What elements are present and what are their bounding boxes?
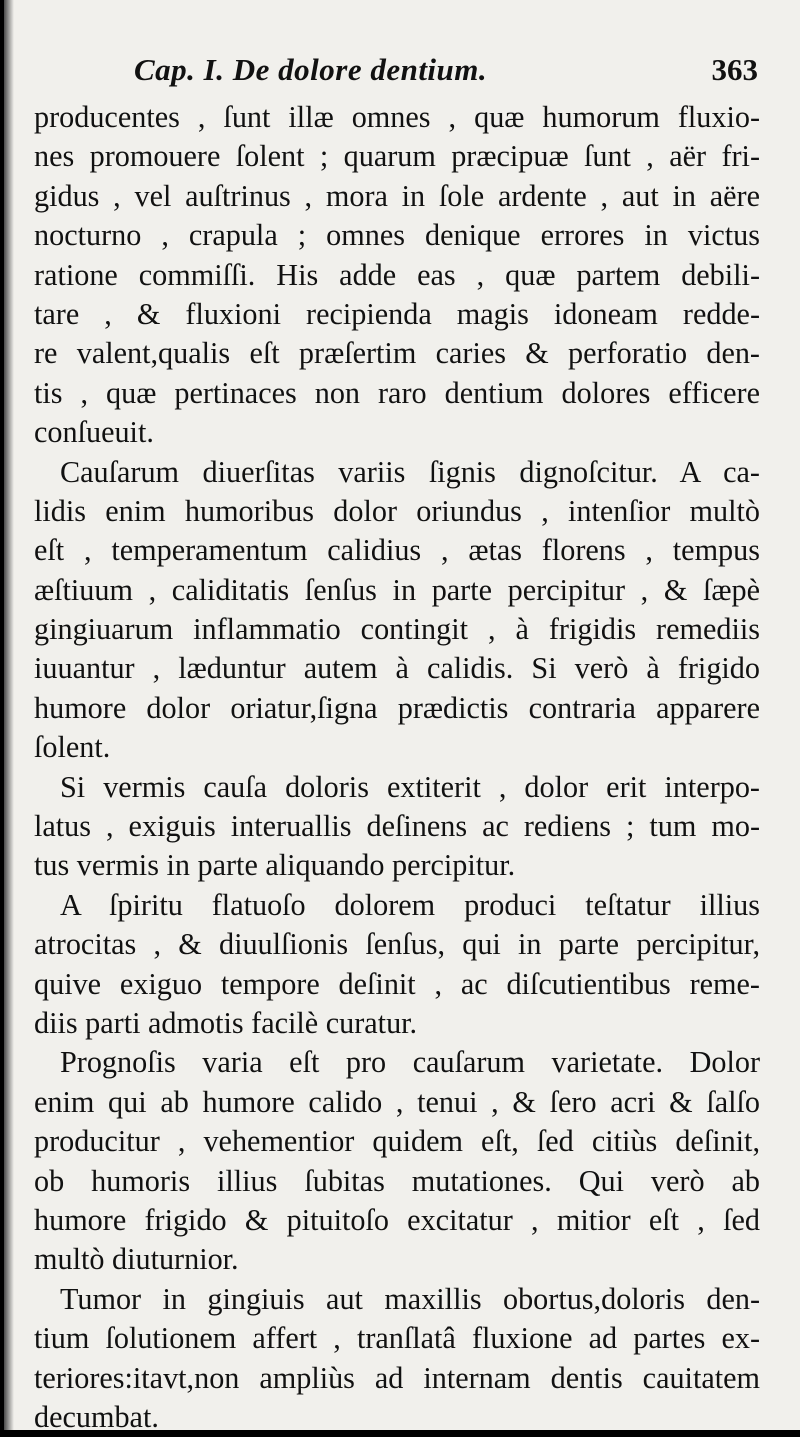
text-line: tus vermis in parte aliquando percipitur. <box>34 848 516 883</box>
text-line: producentes , ſunt illæ omnes , quæ humorum fluxio- <box>34 100 760 134</box>
text-line: ratione commiſſi. His adde eas , quæ partem debili- <box>34 257 760 292</box>
text-line: ob humoris illius ſubitas mutationes. Qui verò ab <box>34 1163 760 1198</box>
text-line: tium ſolutionem affert , tranſlatâ fluxione ad partes ex- <box>34 1321 760 1356</box>
text-line: gidus , vel auſtrinus , mora in ſole ardente , aut in aëre <box>34 178 760 213</box>
text-line: conſueuit. <box>34 415 154 450</box>
text-line: Cauſarum diuerſitas variis ſignis dignoſcitur. A ca- <box>60 454 760 489</box>
text-line: multò diuturnior. <box>34 1242 239 1277</box>
paragraph <box>34 98 760 453</box>
paragraph <box>34 886 760 1044</box>
text-line: iuuantur , læduntur autem à calidis. Si verò à frigido <box>34 651 760 686</box>
text-line: latus , exiguis interuallis deſinens ac rediens ; tum mo- <box>34 809 760 844</box>
text-line: enim qui ab humore calido , tenui , & ſero acri & ſalſo <box>34 1084 760 1119</box>
text-line: æſtiuum , caliditatis ſenſus in parte percipitur , & ſæpè <box>34 572 760 607</box>
text-line: teriores:itavt,non ampliùs ad internam dentis cauitatem <box>34 1360 760 1395</box>
text-line: re valent,qualis eſt præſertim caries & perforatio den- <box>34 336 760 371</box>
body-text <box>34 98 760 1437</box>
paragraph <box>34 453 760 768</box>
running-head <box>34 52 760 98</box>
text-line: nocturno , crapula ; omnes denique errores in victus <box>34 218 760 253</box>
book-page <box>4 0 800 1434</box>
text-line: Tumor in gingiuis aut maxillis obortus,doloris den- <box>60 1281 760 1316</box>
text-line: Si vermis cauſa doloris extiterit , dolor erit interpo- <box>60 769 760 804</box>
paragraph <box>34 1280 760 1437</box>
text-line: decumbat. <box>34 1399 159 1434</box>
paragraph <box>34 768 760 886</box>
text-line: quive exiguo tempore deſinit , ac diſcutientibus reme- <box>34 966 760 1001</box>
text-line: atrocitas , & diuulſionis ſenſus, qui in parte percipitur, <box>34 927 760 962</box>
chapter-title: Cap. I. De dolore dentium. <box>134 52 488 87</box>
text-line: nes promouere ſolent ; quarum præcipuæ ſunt , aër fri- <box>34 139 760 174</box>
text-line: gingiuarum inflammatio contingit , à frigidis remediis <box>34 612 760 647</box>
text-line: A ſpiritu flatuoſo dolorem produci teſtatur illius <box>60 887 760 922</box>
text-line: humore frigido & pituitoſo excitatur , mitior eſt , ſed <box>34 1202 760 1237</box>
text-line: eſt , temperamentum calidius , ætas florens , tempus <box>34 533 760 568</box>
page-number: 363 <box>711 52 758 87</box>
text-line: humore dolor oriatur,ſigna prædictis contraria apparere <box>34 690 760 725</box>
text-line: tis , quæ pertinaces non raro dentium dolores efficere <box>34 375 760 410</box>
text-line: diis parti admotis facilè curatur. <box>34 1005 418 1040</box>
text-line: ſolent. <box>34 730 111 765</box>
text-line: tare , & fluxioni recipienda magis idoneam redde- <box>34 296 760 331</box>
text-line: Prognoſis varia eſt pro cauſarum varietate. Dolor <box>60 1045 760 1080</box>
paragraph <box>34 1043 760 1279</box>
text-line: lidis enim humoribus dolor oriundus , intenſior multò <box>34 493 760 528</box>
text-line: producitur , vehementior quidem eſt, ſed citiùs deſinit, <box>34 1124 760 1159</box>
